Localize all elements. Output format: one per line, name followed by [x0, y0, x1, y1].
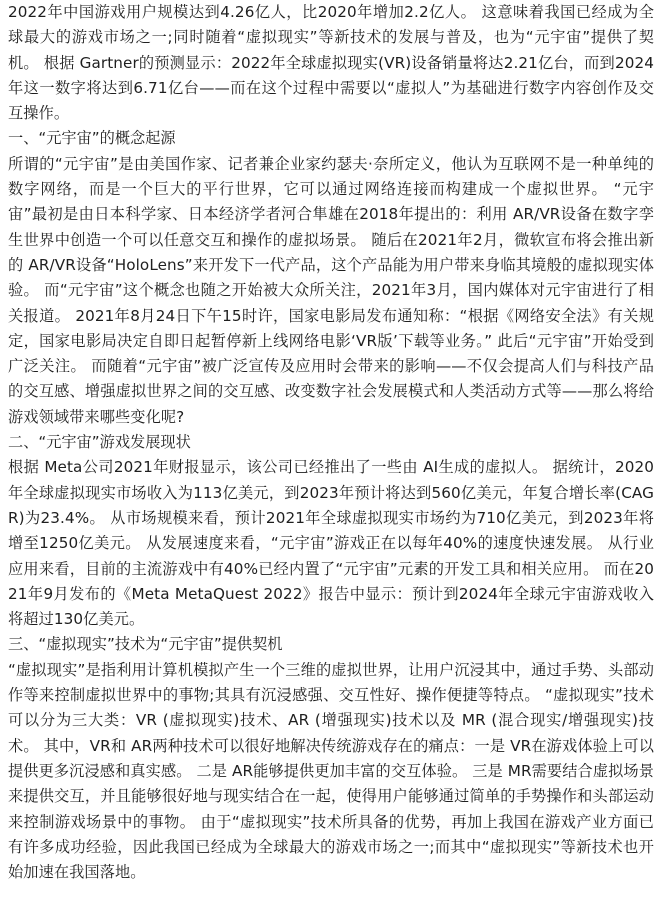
intro-paragraph: 2022年中国游戏用户规模达到4.26亿人，比2020年增加2.2亿人。 这意味着我国已经成为全球最大的游戏市场之一;同时随着“虚拟现实”等新技术的发展与普及，也为“元宇宙”提供了契机。 根据 Gartner的预测显示：2022年全球虚拟现实(VR)设备销量将达2.21亿台，而到2024年这一数字将达到6.71亿台——而在这个过程中需要以“虚拟人”为基础进行数字内容创作及交互操作。 [8, 3, 654, 123]
section-heading-status: 二、“元宇宙”游戏发展现状 [8, 433, 191, 452]
article [8, 0, 654, 885]
section-heading-origin: 一、“元宇宙”的概念起源 [8, 129, 176, 148]
section-body-vr: “虚拟现实”是指利用计算机模拟产生一个三维的虚拟世界，让用户沉浸其中，通过手势、头部动作等来控制虚拟世界中的事物;其具有沉浸感强、交互性好、操作便捷等特点。 “虚拟现实”技术可以分为三大类：VR (虚拟现实)技术、AR (增强现实)技术以及 MR (混合现实/增强现实)技术。 其中，VR和 AR两种技术可以很好地解决传统游戏存在的痛点：一是 VR在游戏体验上可以提供更多沉浸感和真实感。 二是 AR能够提供更加丰富的交互体验。 三是 MR需要结合虚拟场景来提供交互，并且能够很好地与现实结合在一起，使得用户能够通过简单的手势操作和头部运动来控制游戏场景中的事物。 由于“虚拟现实”技术所具备的优势，再加上我国在游戏产业方面已有许多成功经验，因此我国已经成为全球最大的游戏市场之一;而其中“虚拟现实”等新技术也开始加速在我国落地。 [8, 660, 654, 882]
section-body-origin: 所谓的“元宇宙”是由美国作家、记者兼企业家约瑟夫·奈所定义，他认为互联网不是一种单纯的数字网络，而是一个巨大的平行世界，它可以通过网络连接而构建成一个虚拟世界。 “元宇宙”最初是由日本科学家、日本经济学者河合隼雄在2018年提出的：利用 AR/VR设备在数字孪生世界中创造一个可以任意交互和操作的虚拟场景。 随后在2021年2月，微软宣布将会推出新的 AR/VR设备“HoloLens”来开发下一代产品，这个产品能为用户带来身临其境般的虚拟现实体验。 而“元宇宙”这个概念也随之开始被大众所关注，2021年3月，国内媒体对元宇宙进行了相关报道。 2021年8月24日下午15时许，国家电影局发布通知称：“根据《网络安全法》有关规定，国家电影局决定自即日起暂停新上线网络电影‘VR版’下载等业务。” 此后“元宇宙”开始受到广泛关注。 而随着“元宇宙”被广泛宣传及应用时会带来的影响——不仅会提高人们与科技产品的交互感、增强虚拟世界之间的交互感、改变数字社会发展模式和人类活动方式等——那么将给游戏领域带来哪些变化呢? [8, 154, 654, 426]
section-body-status: 根据 Meta公司2021年财报显示，该公司已经推出了一些由 AI生成的虚拟人。 据统计，2020年全球虚拟现实市场收入为113亿美元，到2023年预计将达到560亿美元，年复合增长率(CAGR)为23.4%。 从市场规模来看，预计2021年全球虚拟现实市场约为710亿美元，到2023年将增至1250亿美元。 从发展速度来看，“元宇宙”游戏正在以每年40%的速度快速发展。 从行业应用来看，目前的主流游戏中有40%已经内置了“元宇宙”元素的开发工具和相关应用。 而在2021年9月发布的《Meta MetaQuest 2022》报告中显示：预计到2024年全球元宇宙游戏收入将超过130亿美元。 [8, 458, 654, 629]
section-heading-vr: 三、“虚拟现实”技术为“元宇宙”提供契机 [8, 635, 283, 654]
